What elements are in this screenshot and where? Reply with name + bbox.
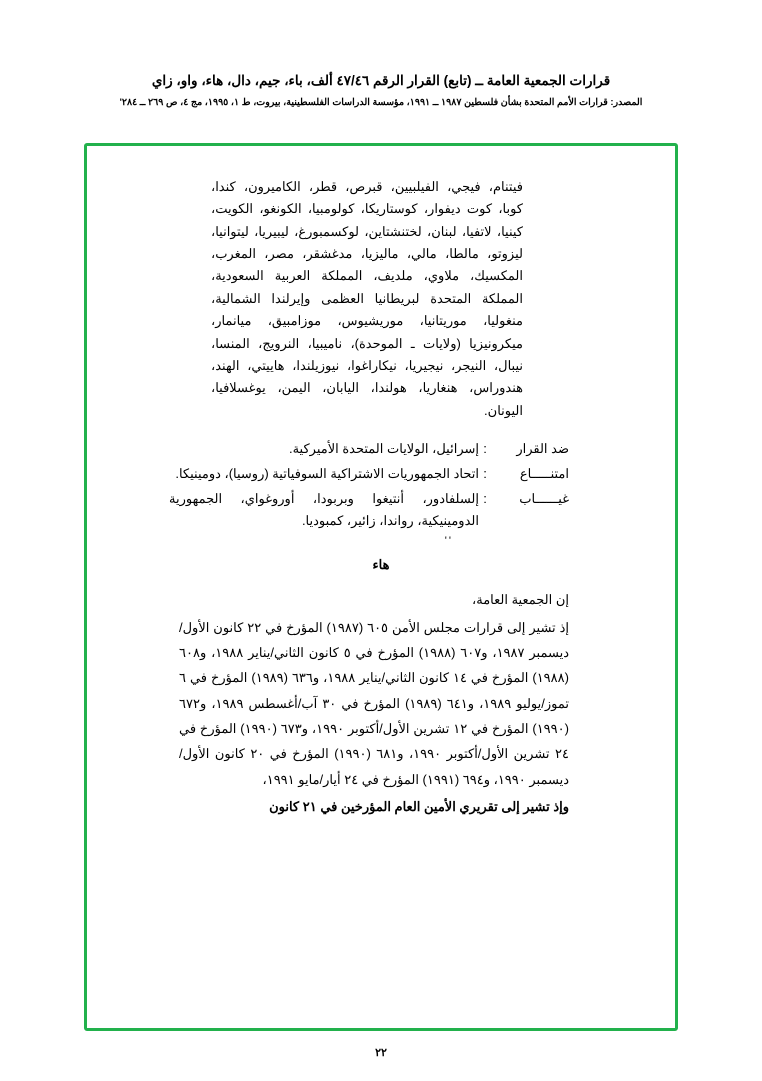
resolution-lead: إن الجمعية العامة، <box>472 592 569 608</box>
vote-value: إسرائيل، الولايات المتحدة الأميركية. <box>288 440 479 456</box>
vote-results <box>169 438 569 532</box>
vote-value: إلسلفادور، أنتيغوا وبربودا، أوروغواي، الجمهورية الدومينيكية، رواندا، زائير، كمبوديا. <box>169 491 479 529</box>
resolution-paragraph: وإذ تشير إلى تقريري الأمين العام المؤرخين في ٢١ كانون <box>269 799 569 815</box>
page-number: ٢٢ <box>375 1047 387 1059</box>
header-title: قرارات الجمعية العامة ــ (تابع) القرار الرقم ٤٧/٤٦ ألف، باء، جيم، دال، هاء، واو، زاي <box>151 73 611 88</box>
country-list: فيتنام، فيجي، الفيلبيين، قبرص، قطر، الكاميرون، كندا، كوبا، كوت ديفوار، كوستاريكا، كولومبيا، الكونغو، الكويت، كينيا، لاتفيا، لبنان، لختنشتاين، لوكسمبورغ، ليبيريا، ليتوانيا، ليزوتو، مالطا، مالي، ماليزيا، مدغشقر، مصر، المغرب، المكسيك، ملاوي، ملديف، المملكة العربية السعودية، المملكة المتحدة لبريطانيا العظمى وإيرلندا الشمالية، منغوليا، موريتانيا، موريشيوس، موزامبيق، ميانمار، ميكرونيزيا (ولايات ـ الموحدة)، ناميبيا، النرويج، المنسا، نيبال، النيجر، نيجيريا، نيكاراغوا، نيوزيلندا، هاييتي، الهند، هندوراس، هنغاريا، هولندا، اليابان، اليمن، يوغسلافيا، اليونان. <box>211 179 523 418</box>
vote-label: امتنـــــاع <box>519 466 569 482</box>
vote-row <box>169 488 569 532</box>
page-header <box>0 0 762 110</box>
vote-label: غيــــــاب <box>519 491 569 507</box>
vote-row <box>169 463 569 485</box>
vote-colon: : <box>483 466 487 482</box>
resolution-body <box>179 587 569 819</box>
vote-label: ضد القرار <box>516 440 569 456</box>
vote-value: اتحاد الجمهوريات الاشتراكية السوفياتية (روسيا)، دومينيكا. <box>175 466 479 482</box>
header-source: المصدر: قرارات الأمم المتحدة بشأن فلسطين ١٩٨٧ ــ ١٩٩١، مؤسسة الدراسات الفلسطينية، بيروت، ط ١، ١٩٩٥، مج ٤، ص ٢٦٩ ــ ٢٨٤' <box>119 97 643 109</box>
typographic-mark: '' <box>444 535 453 548</box>
content-frame-inner <box>87 146 675 1028</box>
vote-colon: : <box>483 440 487 456</box>
vote-colon: : <box>483 491 487 507</box>
vote-row <box>169 438 569 460</box>
resolution-paragraph: إذ تشير إلى قرارات مجلس الأمن ٦٠٥ (١٩٨٧) المؤرخ في ٢٢ كانون الأول/ديسمبر ١٩٨٧، و٦٠٧ (١٩٨٨) المؤرخ في ٥ كانون الثاني/يناير ١٩٨٨، و٦٠٨ (١٩٨٨) المؤرخ في ١٤ كانون الثاني/يناير ١٩٨٨، و٦٣٦ (١٩٨٩) المؤرخ في ٦ تموز/يوليو ١٩٨٩، و٦٤١ (١٩٨٩) المؤرخ في ٣٠ آب/أغسطس ١٩٨٩، و٦٧٢ (١٩٩٠) المؤرخ في ١٢ تشرين الأول/أكتوبر ١٩٩٠، و٦٧٣ (١٩٩٠) المؤرخ في ٢٤ تشرين الأول/أكتوبر ١٩٩٠، و٦٨١ (١٩٩٠) المؤرخ في ٢٠ كانون الأول/ديسمبر ١٩٩٠، و٦٩٤ (١٩٩١) المؤرخ في ٢٤ أيار/مايو ١٩٩١، <box>179 619 569 787</box>
section-letter: هاء <box>372 557 390 573</box>
content-frame <box>84 143 678 1031</box>
